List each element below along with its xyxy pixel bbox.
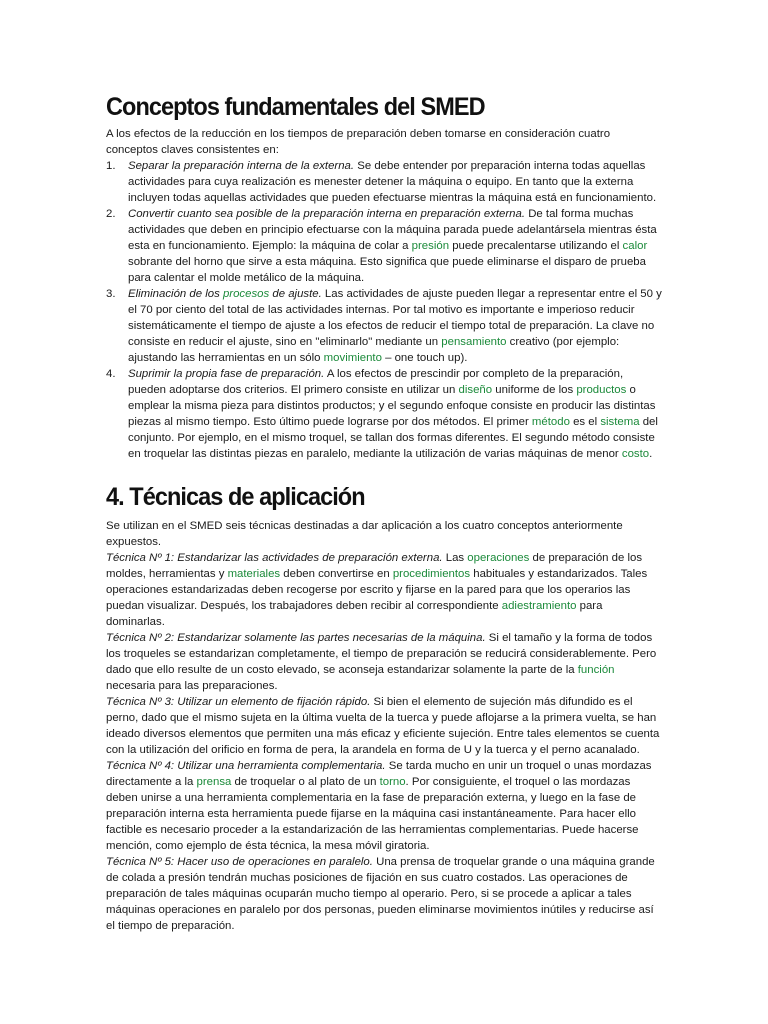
tecnica-text: Si bien el elemento de sujeción más difundido es el perno, dado que el mismo sujeta en la última vuelta de la tuerca y puede aflojarse a la primera vuelta, se han ideado diversos elementos que permiten una más eficaz y eficiente sujeción. Entre tales elementos se cuenta con la utilización del orificio en forma de pera, la arandela en forma de U y la tuerca y el perno acanalado. xyxy=(106,696,660,756)
tecnica-4 xyxy=(106,758,662,854)
item-text: – one touch up). xyxy=(381,352,468,364)
item-text: sobrante del horno que sirve a esta máquina. Esto significa que puede eliminarse el disparo de prueba para calentar el molde metálico de la máquina. xyxy=(128,256,646,284)
tecnica-text: de preparación de los moldes, herramientas y xyxy=(106,552,643,580)
link-productos[interactable]: productos xyxy=(576,384,627,396)
link-operaciones[interactable]: operaciones xyxy=(467,552,530,564)
tecnica-text: de troquelar o al plato de un xyxy=(231,776,380,788)
tecnica-text: habituales y estandarizados. Tales operaciones estandarizadas deben recogerse por escrito y fijarse en la pared para que los operarios las puedan visualizar. Después, los trabajadores deben recibir al correspondiente xyxy=(106,568,648,612)
link-calor[interactable]: calor xyxy=(622,240,648,252)
link-prensa[interactable]: prensa xyxy=(196,776,232,788)
tecnica-text: Una prensa de troquelar grande o una máquina grande de colada a presión tendrán muchas posiciones de fijación en sus cuatro costados. Las operaciones de preparación de tales máquinas ocuparán mucho tiempo al operario. Pero, si se procede a aplicar a tales máquinas operaciones en paralelo por dos personas, pueden eliminarse movimientos inútiles y reducirse así el tiempo de preparación. xyxy=(106,856,655,932)
document-page xyxy=(106,92,662,934)
link-funcion[interactable]: función xyxy=(577,664,615,676)
link-sistema[interactable]: sistema xyxy=(600,416,640,428)
item-text: . xyxy=(649,448,653,460)
item-text: creativo (por ejemplo: ajustando las herramientas en un sólo xyxy=(128,336,620,364)
link-pensamiento[interactable]: pensamiento xyxy=(441,336,507,348)
tecnica-text: para dominarlas. xyxy=(106,600,603,628)
item-text: De tal forma muchas actividades que deben en principio efectuarse con la máquina parada puede adelantársela mientras ésta esta en funcionamiento. Ejemplo: la máquina de colar a xyxy=(128,208,657,252)
item-heading: Eliminación de los xyxy=(128,288,223,300)
tecnica-5 xyxy=(106,854,662,934)
list-item xyxy=(106,158,662,206)
item-heading: Convertir cuanto sea posible de la preparación interna en preparación externa. xyxy=(128,208,526,220)
tecnica-text: deben convertirse en xyxy=(280,568,393,580)
tecnica-2 xyxy=(106,630,662,694)
item-text: Se debe entender por preparación interna todas aquellas actividades para cuya realización es menester detener la máquina o equipo. En tanto que la externa incluyen todas aquellas actividades que pueden efectuarse mientras la máquina está en funcionamiento. xyxy=(128,160,657,204)
tecnica-heading: Técnica Nº 2: Estandarizar solamente las partes necesarias de la máquina. xyxy=(106,632,486,644)
list-number: 2. xyxy=(106,208,116,220)
tecnica-heading: Técnica Nº 3: Utilizar un elemento de fijación rápido. xyxy=(106,696,371,708)
link-procedimientos[interactable]: procedimientos xyxy=(392,568,471,580)
list-number: 3. xyxy=(106,288,116,300)
list-number: 1. xyxy=(106,160,116,172)
concepts-list xyxy=(106,158,662,462)
tecnica-1 xyxy=(106,550,662,630)
section-title-conceptos: Conceptos fundamentales del SMED xyxy=(106,93,485,121)
link-movimiento[interactable]: movimiento xyxy=(323,352,382,364)
tecnica-text: necesaria para las preparaciones. xyxy=(106,680,278,692)
list-item xyxy=(106,366,662,462)
item-text: es el xyxy=(569,416,601,428)
tecnica-text: . Por consiguiente, el troquel o las mordazas deben unirse a una herramienta complementaria en la fase de preparación externa, y luego en la fase de preparación interna esta herramienta puede fijarse en la máquina casi instantáneamente. Para hacer ello factible es necesario proceder a la estandarización de las herramientas complementarias. Puede hacerse mención, como ejemplo de ésta técnica, la mesa móvil giratoria. xyxy=(106,776,639,852)
item-text: uniforme de los xyxy=(492,384,577,396)
item-heading: de ajuste. xyxy=(269,288,322,300)
link-torno[interactable]: torno xyxy=(379,776,406,788)
link-presion[interactable]: presión xyxy=(411,240,450,252)
tecnica-text: Las xyxy=(442,552,468,564)
item-text: A los efectos de prescindir por completo de la preparación, pueden adoptarse dos criterios. El primero consiste en utilizar un xyxy=(128,368,624,396)
section-title-tecnicas: 4. Técnicas de aplicación xyxy=(106,483,365,511)
link-costo[interactable]: costo xyxy=(621,448,650,460)
item-text: puede precalentarse utilizando el xyxy=(449,240,623,252)
tecnica-heading: Técnica Nº 4: Utilizar una herramienta complementaria. xyxy=(106,760,386,772)
item-text: o emplear la misma pieza para distintos productos; y el segundo enfoque consiste en producir las distintas piezas al mismo tiempo. Esto último puede lograrse por dos métodos. El primer xyxy=(128,384,656,428)
tecnica-heading: Técnica Nº 5: Hacer uso de operaciones en paralelo. xyxy=(106,856,373,868)
item-text: del conjunto. Por ejemplo, en el mismo troquel, se tallan dos formas diferentes. El segundo método consiste en troquelar las distintas piezas en paralelo, mediante la utilización de varias máquinas de menor xyxy=(128,416,658,460)
item-text: Las actividades de ajuste pueden llegar a representar entre el 50 y el 70 por ciento del total de las actividades internas. Por tal motivo es importante e imperioso reducir sistemáticamente el tiempo de ajuste a los efectos de reducir el tiempo total de preparación. La clave no consiste en reducir el ajuste, sino en "eliminarlo" mediante un xyxy=(128,288,662,348)
item-heading: Separar la preparación interna de la externa. xyxy=(128,160,355,172)
list-item xyxy=(106,206,662,286)
list-item xyxy=(106,286,662,366)
link-diseno[interactable]: diseño xyxy=(458,384,493,396)
section2-intro: Se utilizan en el SMED seis técnicas destinadas a dar aplicación a los cuatro conceptos anteriormente expuestos. xyxy=(106,520,623,548)
tecnica-heading: Técnica Nº 1: Estandarizar las actividades de preparación externa. xyxy=(106,552,443,564)
link-adiestramiento[interactable]: adiestramiento xyxy=(501,600,577,612)
link-procesos[interactable]: procesos xyxy=(222,288,270,300)
tecnica-3 xyxy=(106,694,662,758)
list-number: 4. xyxy=(106,368,116,380)
item-heading: Suprimir la propia fase de preparación. xyxy=(128,368,325,380)
link-metodo[interactable]: método xyxy=(531,416,570,428)
tecnica-text: Si el tamaño y la forma de todos los troqueles se estandarizan completamente, el tiempo de preparación se reducirá considerablemente. Pero dado que ello resulte de un costo elevado, se aconseja estandarizar solamente la parte de la xyxy=(106,632,657,676)
link-materiales[interactable]: materiales xyxy=(227,568,281,580)
tecnica-text: Se tarda mucho en unir un troquel o unas mordazas directamente a la xyxy=(106,760,652,788)
section1-intro: A los efectos de la reducción en los tiempos de preparación deben tomarse en consideración cuatro conceptos claves consistentes en: xyxy=(106,128,611,156)
